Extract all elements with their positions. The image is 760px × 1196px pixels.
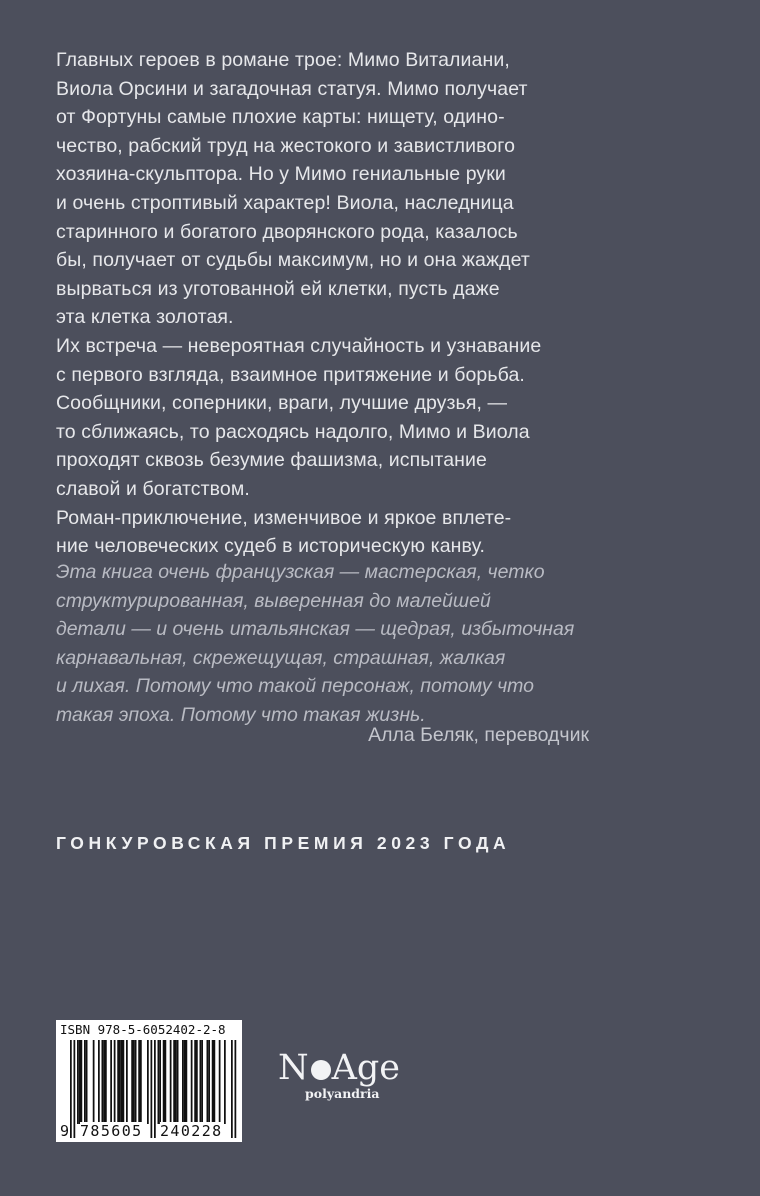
quote-line: карнавальная, скрежещущая, страшная, жалкая (56, 646, 506, 669)
barcode-bar (110, 1040, 112, 1124)
description-line: Сообщники, соперники, враги, лучшие друзья, — (56, 392, 508, 415)
barcode-bar (175, 1040, 177, 1124)
description-line: с первого взгляда, взаимное притяжение и борьба. (56, 363, 525, 386)
barcode-bar (182, 1040, 184, 1124)
logo-imprint: polyandria (305, 1086, 380, 1101)
book-description (56, 46, 616, 561)
description-line: то сближаясь, то расходясь надолго, Мимо и Виола (56, 420, 530, 443)
barcode-bar (177, 1040, 179, 1124)
description-line: ние человеческих судеб в историческую канву. (56, 535, 485, 558)
description-line: Главных героев в романе трое: Мимо Виталиани, (56, 49, 510, 71)
barcode-bar (212, 1040, 214, 1124)
barcode-bar (140, 1040, 142, 1124)
barcode-bar (121, 1040, 123, 1124)
barcode-bar (208, 1040, 210, 1124)
barcode-bar (219, 1040, 221, 1124)
barcode-bar (196, 1040, 198, 1124)
barcode-bar (105, 1040, 107, 1124)
barcode-bar (81, 1040, 83, 1124)
barcode-bar (191, 1040, 193, 1124)
logo-right-text: Age (331, 1048, 401, 1088)
barcode-bar (200, 1040, 202, 1124)
quote-line: Эта книга очень французская — мастерская, четко (56, 561, 545, 583)
logo-left-text: N (278, 1048, 309, 1088)
ean-left-group: 785605 (80, 1122, 143, 1140)
barcode-bar (123, 1040, 125, 1124)
barcode-bar (201, 1040, 203, 1124)
barcode-bar (117, 1040, 119, 1124)
barcode-bar (79, 1040, 81, 1124)
description-line: бы, получает от судьбы максимум, но и она жаждет (56, 249, 530, 272)
description-line: хозяина-скульптора. Но у Мимо гениальные руки (56, 163, 506, 186)
quote-line: структурированная, выверенная до малейшей (56, 589, 491, 612)
barcode-bar (173, 1040, 175, 1124)
description-line: славой и богатством. (56, 477, 250, 500)
barcode-bar (165, 1040, 167, 1124)
publisher-logo (278, 1048, 400, 1101)
description-line: и очень строптивый характер! Виола, наследница (56, 191, 514, 214)
quote-line: детали — и очень итальянская — щедрая, избыточная (56, 618, 575, 641)
barcode-bar (77, 1040, 79, 1124)
logo-dot-icon (311, 1060, 331, 1080)
quote-line: и лихая. Потому что такой персонаж, потому что (56, 675, 535, 698)
ean-first-digit: 9 (60, 1122, 70, 1140)
barcode-bar (159, 1040, 161, 1124)
barcode-bar (114, 1040, 116, 1124)
isbn-label: ISBN 978-5-6052402-2-8 (60, 1022, 226, 1037)
description-line: эта клетка золотая. (56, 306, 234, 329)
barcode-bar (126, 1040, 128, 1124)
barcode-bar (98, 1040, 100, 1124)
barcode-bar (170, 1040, 172, 1124)
ean-right-group: 240228 (160, 1122, 223, 1140)
ean-digits (56, 1122, 242, 1140)
barcode-bar (158, 1040, 160, 1124)
isbn-barcode (56, 1020, 242, 1142)
quote-attribution: Алла Беляк, переводчик (368, 724, 589, 746)
barcode-bar (119, 1040, 121, 1124)
barcode-bar (103, 1040, 105, 1124)
description-line: старинного и богатого дворянского рода, казалось (56, 220, 518, 243)
barcode-bar (135, 1040, 137, 1124)
barcode-bar (84, 1040, 86, 1124)
description-line: Роман-приключение, изменчивое и яркое вплете- (56, 506, 512, 529)
barcode-bar (184, 1040, 186, 1124)
description-line: Их встреча — невероятная случайность и узнавание (56, 334, 542, 357)
award-title: ГОНКУРОВСКАЯ ПРЕМИЯ 2023 ГОДА (56, 833, 511, 853)
barcode-bar (86, 1040, 88, 1124)
barcode-bar (214, 1040, 216, 1124)
description-line: проходят сквозь безумие фашизма, испытание (56, 449, 487, 472)
logo-wordmark (278, 1048, 400, 1088)
barcode-bar (93, 1040, 95, 1124)
barcode-bar (224, 1040, 226, 1124)
description-line: чество, рабский труд на жестокого и завистливого (56, 134, 516, 157)
barcode-bar (186, 1040, 188, 1124)
description-line: вырваться из уготованной ей клетки, пусть даже (56, 277, 500, 300)
description-line: Виола Орсини и загадочная статуя. Мимо получает (56, 77, 528, 100)
quote-line: такая эпоха. Потому что такая жизнь. (56, 703, 426, 726)
barcode-bar (131, 1040, 133, 1124)
barcode-bar (102, 1040, 104, 1124)
barcode-bar (138, 1040, 140, 1124)
translator-quote (56, 558, 616, 730)
barcode-bar (133, 1040, 135, 1124)
barcode-bar (147, 1040, 149, 1124)
barcode-bar (163, 1040, 165, 1124)
description-line: от Фортуны самые плохие карты: нищету, одино- (56, 106, 505, 129)
barcode-bar (194, 1040, 196, 1124)
barcode-bar (207, 1040, 209, 1124)
